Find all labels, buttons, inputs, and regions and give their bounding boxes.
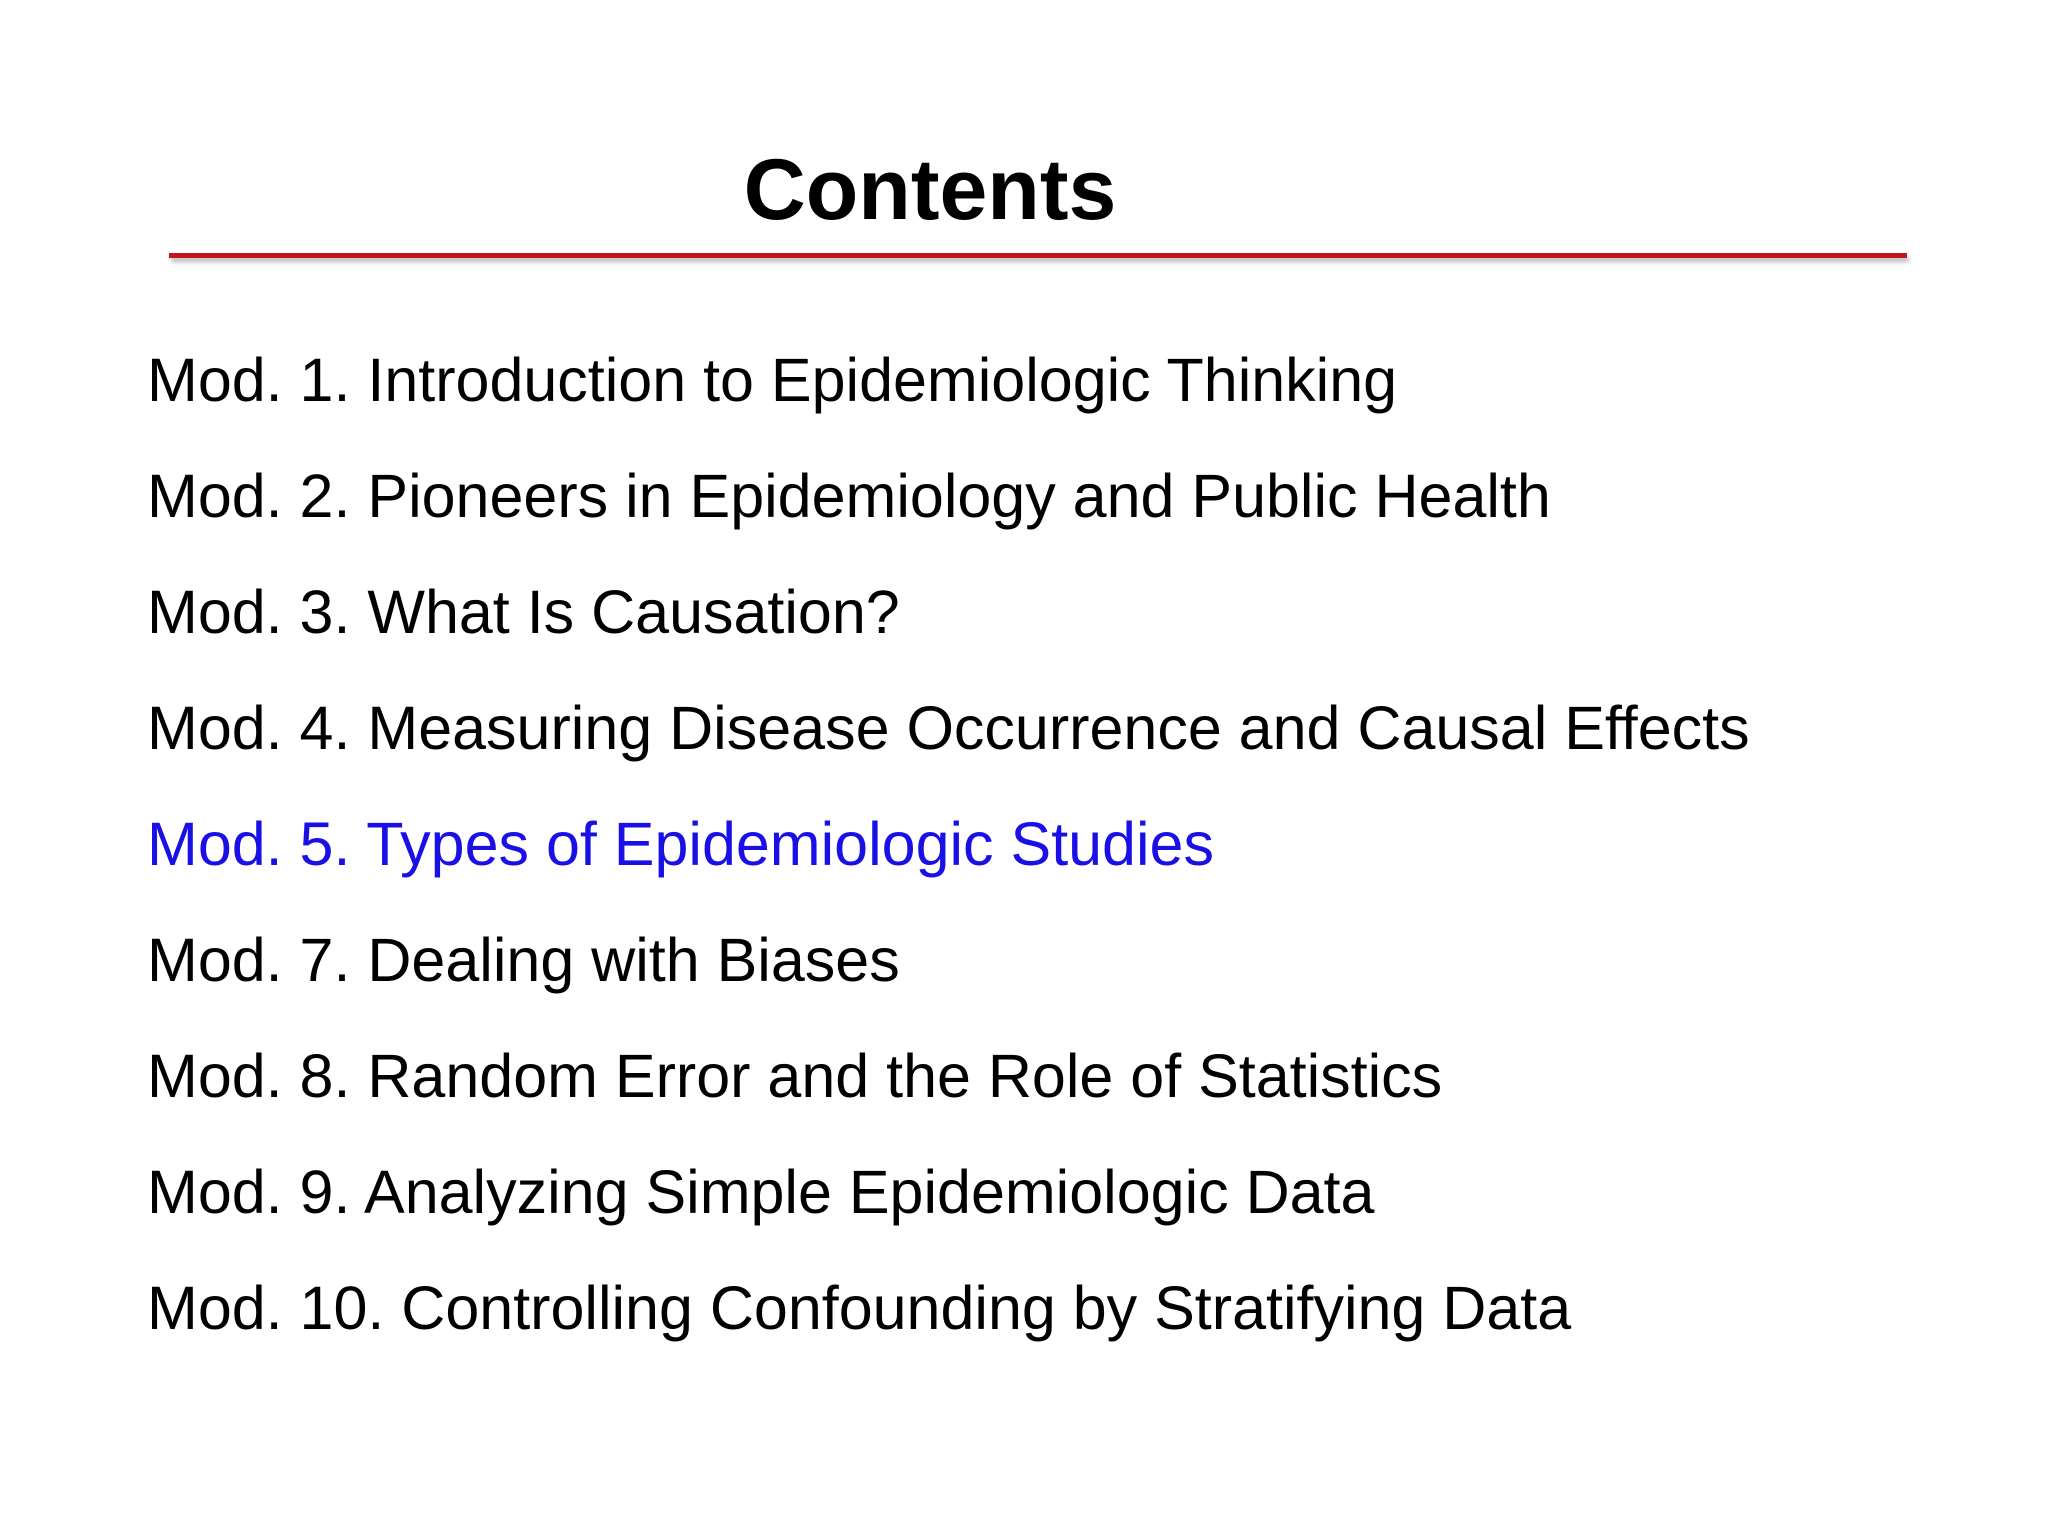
contents-item-mod-3: Mod. 3. What Is Causation? [147, 578, 900, 646]
contents-item-mod-4: Mod. 4. Measuring Disease Occurrence and Causal Effects [147, 694, 1750, 762]
contents-item-mod-9: Mod. 9. Analyzing Simple Epidemiologic Data [147, 1158, 1375, 1226]
contents-list [147, 322, 1750, 1366]
contents-item-mod-2: Mod. 2. Pioneers in Epidemiology and Public Health [147, 462, 1551, 530]
contents-item-mod-1: Mod. 1. Introduction to Epidemiologic Thinking [147, 346, 1398, 414]
slide-title: Contents [743, 142, 1117, 238]
contents-item-mod-7: Mod. 7. Dealing with Biases [147, 926, 900, 994]
title-underline-rule [169, 253, 1907, 258]
contents-item-mod-10: Mod. 10. Controlling Confounding by Stratifying Data [147, 1274, 1572, 1342]
contents-item-mod-8: Mod. 8. Random Error and the Role of Statistics [147, 1042, 1443, 1110]
contents-item-mod-5: Mod. 5. Types of Epidemiologic Studies [147, 810, 1214, 878]
